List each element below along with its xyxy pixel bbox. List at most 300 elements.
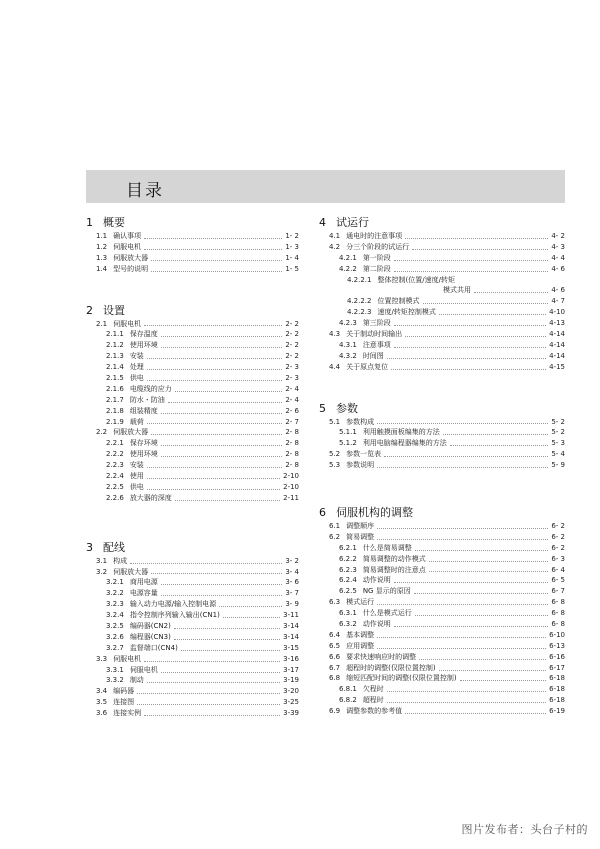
dot-leader [394,347,546,348]
toc-entry[interactable] [319,608,565,619]
dot-leader [161,347,283,348]
entry-number: 6.9 [329,707,341,716]
dot-leader [394,260,549,261]
chapter-number: 6 [319,506,326,520]
dot-leader [161,336,283,337]
toc-entry[interactable] [319,351,565,362]
toc-entry[interactable] [86,395,299,406]
entry-title: 组装精度 [129,406,158,415]
toc-entry[interactable] [86,427,299,438]
toc-entry[interactable] [319,275,565,286]
dot-leader [415,550,549,551]
toc-entry[interactable] [319,264,565,275]
dot-leader [147,467,283,468]
toc-entry[interactable] [86,362,299,373]
entry-number: 2.1.7 [106,395,124,404]
entry-page-number: 2- 8 [285,461,299,470]
entry-title: 超程时的调整(仅限位置控制) [346,663,436,672]
entry-title: 缩短匹配时间的调整(仅限位置控制) [346,674,457,683]
toc-entry[interactable] [86,482,299,493]
entry-number: 6.8.1 [339,685,357,694]
toc-entry[interactable] [319,695,565,706]
entry-page-number: 6- 4 [551,565,565,574]
entry-page-number: 3- 7 [285,589,299,598]
entry-page-number: 2- 8 [285,439,299,448]
entry-page-number: 2- 6 [285,406,299,415]
entry-page-number: 1- 2 [285,231,299,240]
toc-entry[interactable] [319,285,565,296]
entry-title: 使用 [129,472,144,481]
entry-title: 伺服电机 [113,319,142,328]
entry-title: 简易调整 [346,532,375,541]
entry-page-number: 1- 5 [285,264,299,273]
dot-leader [443,434,549,435]
dot-leader [414,593,549,594]
entry-number: 2.1.9 [106,417,124,426]
toc-entry[interactable] [319,554,565,565]
entry-number: 3.6 [96,709,108,718]
toc-entry[interactable] [86,621,299,632]
entry-number: 2.1.8 [106,406,124,415]
dot-leader [405,238,548,239]
entry-title: 伺服放大器 [113,567,149,576]
toc-entry[interactable] [319,674,565,685]
entry-page-number: 2- 2 [285,352,299,361]
entry-page-number: 6- 2 [551,522,565,531]
toc-section [319,504,565,717]
toc-entry[interactable] [319,329,565,340]
entry-number: 3.5 [96,698,108,707]
entry-page-number: 6-18 [549,696,565,705]
dot-leader [439,314,546,315]
dot-leader [137,693,280,694]
toc-entry[interactable] [319,663,565,674]
toc-entry[interactable] [86,417,299,428]
entry-page-number: 4- 3 [551,242,565,251]
entry-number: 6.3 [329,598,341,607]
entry-number: 3.3.1 [106,665,124,674]
entry-page-number: 5- 9 [551,461,565,470]
entry-title: 监督端口(CN4) [129,643,178,652]
dot-leader [174,639,280,640]
entry-number: 4.2.2.2 [347,297,372,306]
entry-number: 4.4 [329,362,341,371]
chapter-number: 1 [86,216,93,229]
toc-entry[interactable] [319,641,565,652]
entry-page-number: 4-13 [549,319,565,328]
entry-title: 商用电源 [129,578,158,587]
toc-entry[interactable] [86,643,299,654]
dot-leader [151,271,282,272]
entry-number: 6.3.2 [339,620,357,629]
toc-entry[interactable] [86,577,299,588]
chapter-title: 设置 [103,303,125,317]
entry-page-number: 3-16 [283,654,299,663]
entry-number: 2.2.2 [106,450,124,459]
toc-entry[interactable] [319,362,565,373]
entry-number: 2.1.6 [106,384,124,393]
entry-page-number: 3- 2 [285,556,299,565]
entry-title: 什么是简易调整 [362,543,412,552]
toc-entry[interactable] [86,264,299,275]
dot-leader [450,445,549,446]
toc-entry[interactable] [319,543,565,554]
entry-title: 注意事项 [362,340,391,349]
entry-title: 电缆线的应力 [129,384,172,393]
entry-title: 伺服放大器 [113,428,149,437]
dot-leader [377,423,548,424]
entry-number: 4.1 [329,231,341,240]
toc-section [86,539,299,719]
toc-entry[interactable] [319,438,565,449]
entry-page-number: 5- 2 [551,428,565,437]
chapter-title: 试运行 [336,216,369,229]
entry-number: 5.1.2 [339,439,357,448]
dot-leader [377,637,546,638]
entry-title: 简易调整时的注意点 [362,565,426,574]
toc-entry[interactable] [86,471,299,482]
entry-title: 构成 [113,556,128,565]
entry-number: 6.2.4 [339,576,357,585]
dot-leader [161,584,283,585]
entry-number: 6.7 [329,663,341,672]
entry-number: 6.2.1 [339,543,357,552]
entry-number: 2.2.6 [106,493,124,502]
entry-title: 速度/转矩控制模式 [377,308,436,317]
entry-page-number: 2- 3 [285,374,299,382]
toc-entry[interactable] [319,231,565,242]
dot-leader [423,303,549,304]
toc-entry[interactable] [86,665,299,676]
entry-title: 编程器(CN3) [129,632,171,641]
entry-page-number: 2- 4 [285,395,299,404]
dot-leader [137,704,280,705]
toc-entry[interactable] [86,708,299,719]
toc-section [319,214,565,373]
entry-number: 4.3 [329,330,341,338]
dot-leader [391,369,546,370]
entry-number: 2.2.4 [106,472,124,481]
entry-number: 2.1.1 [106,330,124,339]
dot-leader [144,325,282,326]
entry-number: 3.3.2 [106,676,124,685]
entry-page-number: 4- 4 [551,253,565,262]
toc-chapter-heading[interactable] [86,539,299,556]
entry-title: 分三个阶段的试运行 [346,242,410,251]
entry-page-number: 6- 5 [551,576,565,585]
entry-page-number: 6-16 [549,652,565,661]
toc-entry[interactable] [319,307,565,318]
entry-page-number: 6-17 [549,663,565,672]
entry-number: 2.2.3 [106,461,124,470]
entry-number: 4.2.3 [339,319,357,328]
dot-leader [151,260,282,261]
entry-page-number: 2- 8 [285,428,299,437]
entry-number: 3.2.6 [106,632,124,641]
entry-title: 关于制动时间输出 [346,330,403,338]
dot-leader [387,358,546,359]
entry-page-number: 1- 4 [285,253,299,262]
entry-title: 处理 [129,363,144,372]
dot-leader [144,238,282,239]
chapter-number: 3 [86,540,93,554]
toc-entry[interactable] [86,438,299,449]
dot-leader [377,467,548,468]
entry-page-number: 3-19 [283,676,299,685]
entry-page-number: 6-19 [549,707,565,716]
toc-entry[interactable] [86,588,299,599]
entry-title: 确认事项 [113,231,142,240]
entry-page-number: 3-15 [283,643,299,652]
dot-leader [387,691,546,692]
entry-page-number: 3-25 [283,698,299,707]
dot-leader [474,292,548,293]
entry-title: 时间图 [362,351,384,360]
entry-number: 6.8.2 [339,696,357,705]
toc-section [319,400,565,471]
entry-page-number: 2- 8 [285,450,299,459]
toc-entry[interactable] [319,684,565,695]
dot-leader [394,325,546,326]
dot-leader [144,661,280,662]
dot-leader [174,628,280,629]
toc-entry[interactable] [86,632,299,643]
toc-section [86,302,299,504]
dot-leader [147,682,280,683]
entry-title: 参数说明 [346,461,375,470]
entry-number: 4.2 [329,242,341,251]
entry-title: 关于原点复位 [346,362,389,371]
toc-entry[interactable] [86,406,299,417]
entry-title: 安装 [129,352,144,361]
toc-entry[interactable] [319,449,565,460]
entry-number: 6.2.5 [339,587,357,596]
entry-number: 6.2.3 [339,565,357,574]
entry-number: 1.2 [96,242,108,251]
toc-entry[interactable] [86,373,299,384]
entry-number: 4.3.1 [339,340,357,349]
toc-entry[interactable] [319,460,565,471]
entry-page-number: 2-10 [283,472,299,481]
entry-title: 第三阶段 [362,319,391,328]
dot-leader [147,358,283,359]
entry-number: 3.2.4 [106,611,124,620]
toc-entry[interactable] [319,565,565,576]
toc-entry[interactable] [319,427,565,438]
chapter-title: 参数 [336,401,358,415]
toc-entry[interactable] [86,253,299,264]
entry-page-number: 5- 3 [551,439,565,448]
chapter-number: 4 [319,216,326,229]
toc-entry[interactable] [86,329,299,340]
entry-number: 6.8 [329,674,341,683]
entry-number: 6.4 [329,630,341,639]
entry-number: 3.2.5 [106,622,124,631]
entry-number: 6.3.1 [339,609,357,618]
toc-entry[interactable] [319,652,565,663]
dot-leader [377,648,546,649]
entry-title: 指令控制序列输入输出(CN1) [129,611,220,620]
dot-leader [439,670,547,671]
dot-leader [384,456,548,457]
toc-entry[interactable] [86,493,299,504]
toc-entry[interactable] [86,686,299,697]
entry-title: 通电时的注意事项 [346,231,403,240]
entry-number: 2.2.1 [106,439,124,448]
entry-page-number: 6-13 [549,641,565,650]
toc-entry[interactable] [86,449,299,460]
entry-number: 5.1 [329,417,341,426]
dot-leader [412,249,548,250]
entry-title: 第二阶段 [362,264,391,273]
dot-leader [175,500,280,501]
entry-title: NG 显示的原因 [362,587,411,596]
entry-title: 编码器 [113,687,135,696]
entry-number: 6.2 [329,532,341,541]
dot-leader [175,391,283,392]
entry-title: 利用电脑编程器编集的方法 [362,439,447,448]
toc-entry[interactable] [319,630,565,641]
toc-chapter-heading[interactable] [319,214,565,231]
toc-entry[interactable] [86,242,299,253]
entry-number: 2.1.4 [106,363,124,372]
entry-number: 2.1 [96,319,108,328]
toc-entry[interactable] [319,706,565,717]
entry-title: 供电 [129,374,144,382]
entry-page-number: 3- 4 [285,567,299,576]
entry-number: 3.2.7 [106,643,124,652]
entry-page-number: 6- 8 [551,598,565,607]
entry-title: 第一阶段 [362,253,391,262]
toc-entry[interactable] [86,599,299,610]
entry-title: 模式共用 [443,286,471,295]
entry-title: 使用环境 [129,341,158,350]
entry-page-number: 4- 6 [551,264,565,273]
dot-leader [147,423,283,424]
dot-leader [429,571,549,572]
toc-entry[interactable] [319,532,565,543]
entry-title: 防水・防油 [129,395,165,404]
dot-leader [377,539,548,540]
toc-entry[interactable] [86,340,299,351]
entry-title: 放大器的深度 [129,493,172,502]
dot-leader [151,573,282,574]
entry-title: 参数一览表 [346,450,382,459]
entry-title: 使用环境 [129,450,158,459]
entry-number: 4.2.2.1 [347,275,372,284]
dot-leader [419,659,546,660]
toc-entry[interactable] [319,575,565,586]
toc-entry[interactable] [86,654,299,665]
dot-leader [161,595,283,596]
entry-title: 应用调整 [346,641,375,650]
toc-entry[interactable] [319,318,565,329]
entry-number: 3.4 [96,687,108,696]
entry-page-number: 3-14 [283,622,299,631]
entry-page-number: 2- 2 [285,319,299,328]
toc-entry[interactable] [86,351,299,362]
toc-entry[interactable] [86,697,299,708]
toc-entry[interactable] [319,521,565,532]
toc-entry[interactable] [319,619,565,630]
entry-page-number: 1- 3 [285,242,299,251]
entry-title: 要求快速响应时的调整 [346,652,417,661]
dot-leader [147,489,280,490]
chapter-title: 配线 [103,540,125,554]
toc-entry[interactable] [86,676,299,687]
toc-entry[interactable] [86,319,299,330]
entry-title: 位置控制模式 [377,297,420,306]
dot-leader [144,715,280,716]
entry-page-number: 4-14 [549,330,565,338]
toc-entry[interactable] [319,296,565,307]
chapter-number: 5 [319,401,326,415]
entry-number: 1.3 [96,253,108,262]
chapter-title: 伺服机构的调整 [336,506,413,520]
watermark: 图片发布者：头台子村的 [461,823,588,836]
entry-number: 1.1 [96,231,108,240]
toc-entry[interactable] [86,460,299,471]
dot-leader [219,606,282,607]
toc-entry[interactable] [319,417,565,428]
entry-page-number: 3- 6 [285,578,299,587]
toc-chapter-heading[interactable] [86,302,299,319]
dot-leader [147,369,283,370]
entry-number: 6.2.2 [339,554,357,563]
entry-title: 欠程时 [362,685,384,694]
toc-chapter-heading[interactable] [86,214,299,231]
toc-entry[interactable] [86,610,299,621]
entry-title: 简易调整的动作模式 [362,554,426,563]
toc-right-column [319,214,565,717]
toc-chapter-heading[interactable] [319,400,565,417]
toc-entry[interactable] [319,340,565,351]
entry-page-number: 6-10 [549,630,565,639]
toc-entry[interactable] [319,586,565,597]
dot-leader [181,650,280,651]
entry-page-number: 3-17 [283,665,299,674]
entry-number: 5.2 [329,450,341,459]
toc-entry[interactable] [86,231,299,242]
entry-number: 5.3 [329,461,341,470]
dot-leader [168,402,283,403]
entry-page-number: 4-10 [549,308,565,317]
dot-leader [387,702,546,703]
dot-leader [394,626,549,627]
entry-page-number: 4-14 [549,351,565,360]
entry-number: 3.1 [96,556,108,565]
entry-title: 伺服放大器 [113,253,149,262]
entry-page-number: 2- 2 [285,330,299,339]
entry-title: 制动 [129,676,144,685]
entry-page-number: 6- 7 [551,587,565,596]
toc-entry[interactable] [319,242,565,253]
entry-title: 保存温度 [129,330,158,339]
entry-page-number: 3-11 [283,611,299,620]
toc-chapter-heading[interactable] [319,504,565,521]
entry-page-number: 3-20 [283,687,299,696]
toc-entry[interactable] [86,556,299,567]
dot-leader [223,617,280,618]
entry-number: 3.2 [96,567,108,576]
toc-entry[interactable] [319,253,565,264]
entry-title: 动作说明 [362,620,391,629]
toc-entry[interactable] [86,567,299,578]
entry-title: 调整参数的参考值 [346,707,403,716]
toc-entry[interactable] [319,597,565,608]
entry-page-number: 4-14 [549,340,565,349]
toc-entry[interactable] [86,384,299,395]
